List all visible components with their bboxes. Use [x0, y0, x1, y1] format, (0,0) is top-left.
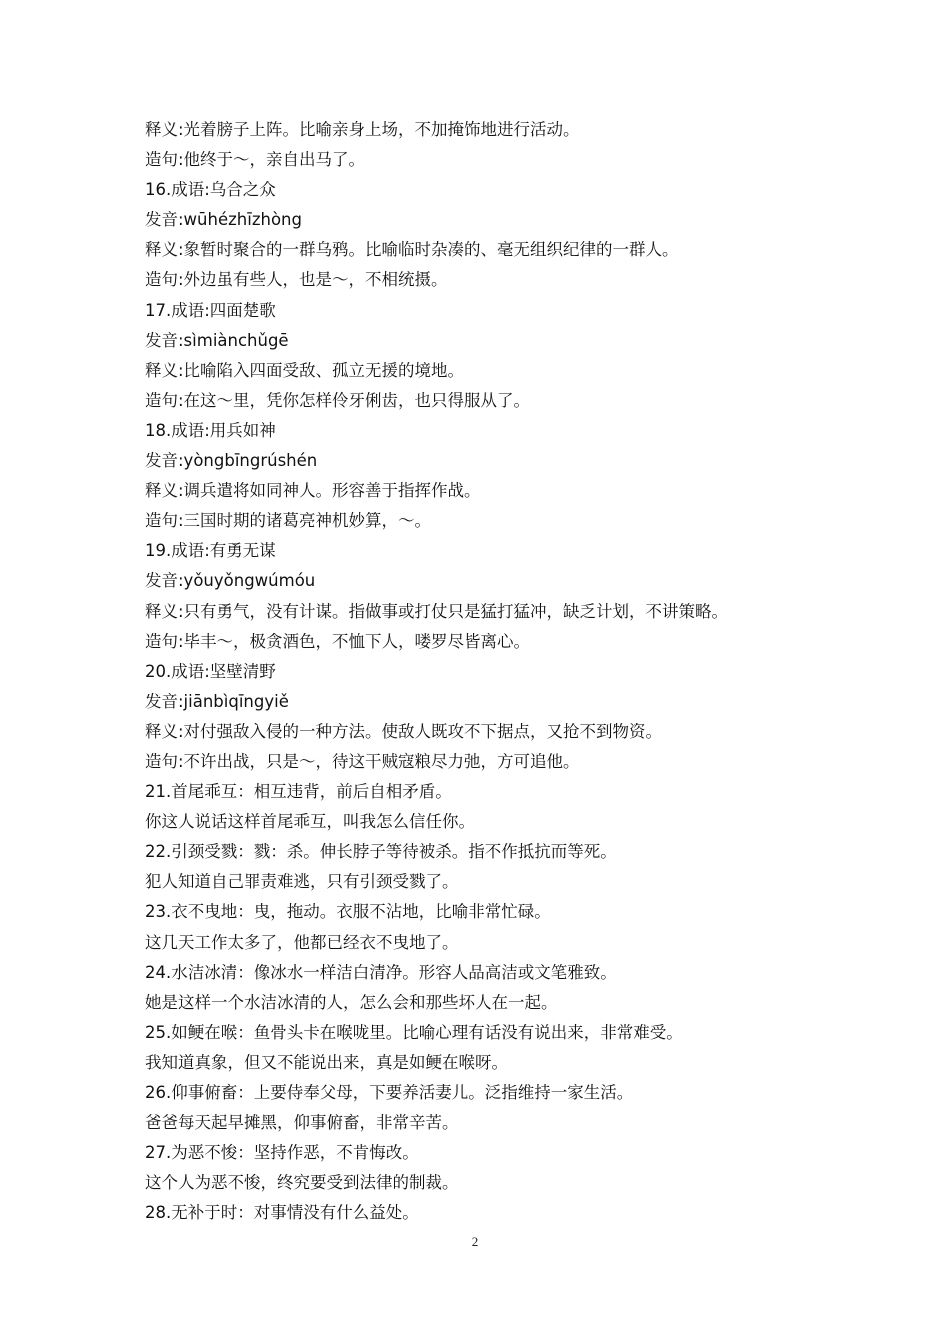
text-line: 造句:他终于～，亲自出马了。	[145, 150, 366, 170]
text-line: 造句:外边虽有些人，也是～，不相统摄。	[145, 270, 448, 290]
text-line: 释义:对付强敌入侵的一种方法。使敌人既攻不下据点，又抢不到物资。	[145, 721, 663, 741]
text-line: 发音:wūhézhīzhòng	[145, 210, 302, 230]
text-line: 造句:毕丰～，极贪酒色，不恤下人，喽罗尽皆离心。	[145, 631, 531, 651]
text-line: 这几天工作太多了，他都已经衣不曳地了。	[145, 932, 459, 952]
text-line: 我知道真象，但又不能说出来，真是如鲠在喉呀。	[145, 1052, 508, 1072]
text-line: 释义:只有勇气，没有计谋。指做事或打仗只是猛打猛冲，缺乏计划，不讲策略。	[145, 601, 729, 621]
page-number: 2	[471, 1234, 479, 1249]
text-line: 释义:象暂时聚合的一群乌鸦。比喻临时杂凑的、毫无组织纪律的一群人。	[145, 240, 679, 260]
text-line: 22.引颈受戮：戮：杀。伸长脖子等待被杀。指不作抵抗而等死。	[145, 842, 617, 862]
text-line: 20.成语:坚壁清野	[145, 661, 276, 681]
text-line: 造句:在这～里，凭你怎样伶牙俐齿，也只得服从了。	[145, 390, 531, 410]
text-line: 24.水洁冰清：像冰水一样洁白清净。形容人品高洁或文笔雅致。	[145, 962, 617, 982]
text-line: 16.成语:乌合之众	[145, 180, 276, 200]
text-line: 释义:光着膀子上阵。比喻亲身上场，不加掩饰地进行活动。	[145, 120, 580, 139]
text-line: 释义:比喻陷入四面受敌、孤立无援的境地。	[145, 360, 465, 380]
text-line: 犯人知道自己罪责难逃，只有引颈受戮了。	[145, 872, 459, 892]
text-line: 17.成语:四面楚歌	[145, 300, 276, 320]
text-line: 21.首尾乖互：相互违背，前后自相矛盾。	[145, 782, 452, 802]
text-line: 25.如鲠在喉：鱼骨头卡在喉咙里。比喻心理有话没有说出来，非常难受。	[145, 1022, 683, 1042]
text-line: 发音:yǒuyǒngwúmóu	[145, 571, 316, 591]
text-line: 19.成语:有勇无谋	[145, 541, 276, 561]
text-line: 发音:yòngbīngrúshén	[145, 451, 318, 471]
text-line: 这个人为恶不悛，终究要受到法律的制裁。	[145, 1173, 459, 1193]
text-line: 发音:jiānbìqīngyiě	[145, 691, 289, 711]
text-line: 你这人说话这样首尾乖互，叫我怎么信任你。	[145, 812, 475, 832]
text-line: 造句:三国时期的诸葛亮神机妙算，～。	[145, 511, 432, 531]
text-line: 26.仰事俯畜：上要侍奉父母，下要养活妻儿。泛指维持一家生活。	[145, 1083, 634, 1102]
text-line: 她是这样一个水洁冰清的人，怎么会和那些坏人在一起。	[145, 992, 558, 1012]
text-line: 释义:调兵遣将如同神人。形容善于指挥作战。	[145, 481, 481, 501]
text-line: 发音:sìmiànchǔgē	[145, 330, 289, 350]
text-line: 28.无补于时：对事情没有什么益处。	[145, 1203, 419, 1223]
text-line: 18.成语:用兵如神	[145, 420, 276, 440]
text-line: 造句:不许出战，只是～，待这干贼寇粮尽力弛，方可追他。	[145, 751, 580, 771]
idiom-text-body	[145, 115, 835, 1228]
text-line: 27.为恶不悛：坚持作恶，不肯悔改。	[145, 1143, 419, 1163]
text-line: 23.衣不曳地：曳，拖动。衣服不沾地，比喻非常忙碌。	[145, 902, 551, 922]
text-line: 爸爸每天起早摊黑，仰事俯畜，非常辛苦。	[145, 1113, 459, 1133]
